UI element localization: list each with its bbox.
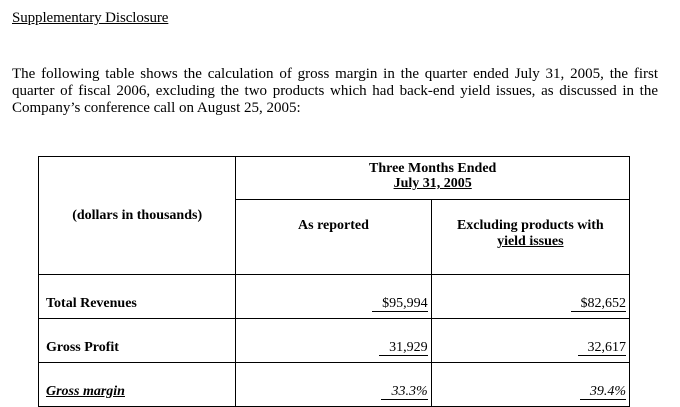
value-total-revenues-as-reported: $95,994 (372, 296, 428, 312)
cell-as-reported (236, 319, 431, 363)
table-row (39, 319, 630, 363)
row-label-gross-profit: Gross Profit (39, 319, 236, 363)
col-header-excluding (431, 200, 629, 275)
value-gross-profit-excluding: 32,617 (578, 340, 627, 356)
period-header-line1: Three Months Ended (369, 161, 497, 176)
intro-paragraph: The following table shows the calculation of gross margin in the quarter ended July 31, 2005, the first quarter of fiscal 2006, excluding the two products which had back-end yield issues, as discussed in the Company’s conference call on August 25, 2005: (12, 66, 658, 116)
row-header-text: (dollars in thousands) (72, 207, 203, 223)
gross-margin-table (38, 156, 630, 407)
cell-as-reported (236, 363, 431, 407)
value-gross-margin-as-reported: 33.3% (381, 384, 427, 400)
col-header-excluding-line2: yield issues (497, 234, 564, 249)
value-gross-profit-as-reported: 31,929 (379, 340, 428, 356)
row-label-gross-margin (39, 363, 236, 407)
value-total-revenues-excluding: $82,652 (571, 296, 627, 312)
section-heading: Supplementary Disclosure (12, 10, 169, 26)
row-label-gross-margin-text: Gross margin (46, 384, 125, 399)
cell-as-reported (236, 275, 431, 319)
row-header-label (39, 157, 236, 275)
col-header-as-reported (236, 200, 431, 275)
cell-excluding (431, 319, 629, 363)
cell-excluding (431, 275, 629, 319)
col-header-excluding-line1: Excluding products with (456, 218, 604, 233)
value-gross-margin-excluding: 39.4% (580, 384, 626, 400)
period-group-header (236, 157, 630, 200)
table-row (39, 275, 630, 319)
col-header-as-reported-text: As reported (298, 218, 369, 233)
period-header-line2: July 31, 2005 (393, 176, 472, 191)
row-label-total-revenues: Total Revenues (39, 275, 236, 319)
table-row (39, 363, 630, 407)
cell-excluding (431, 363, 629, 407)
